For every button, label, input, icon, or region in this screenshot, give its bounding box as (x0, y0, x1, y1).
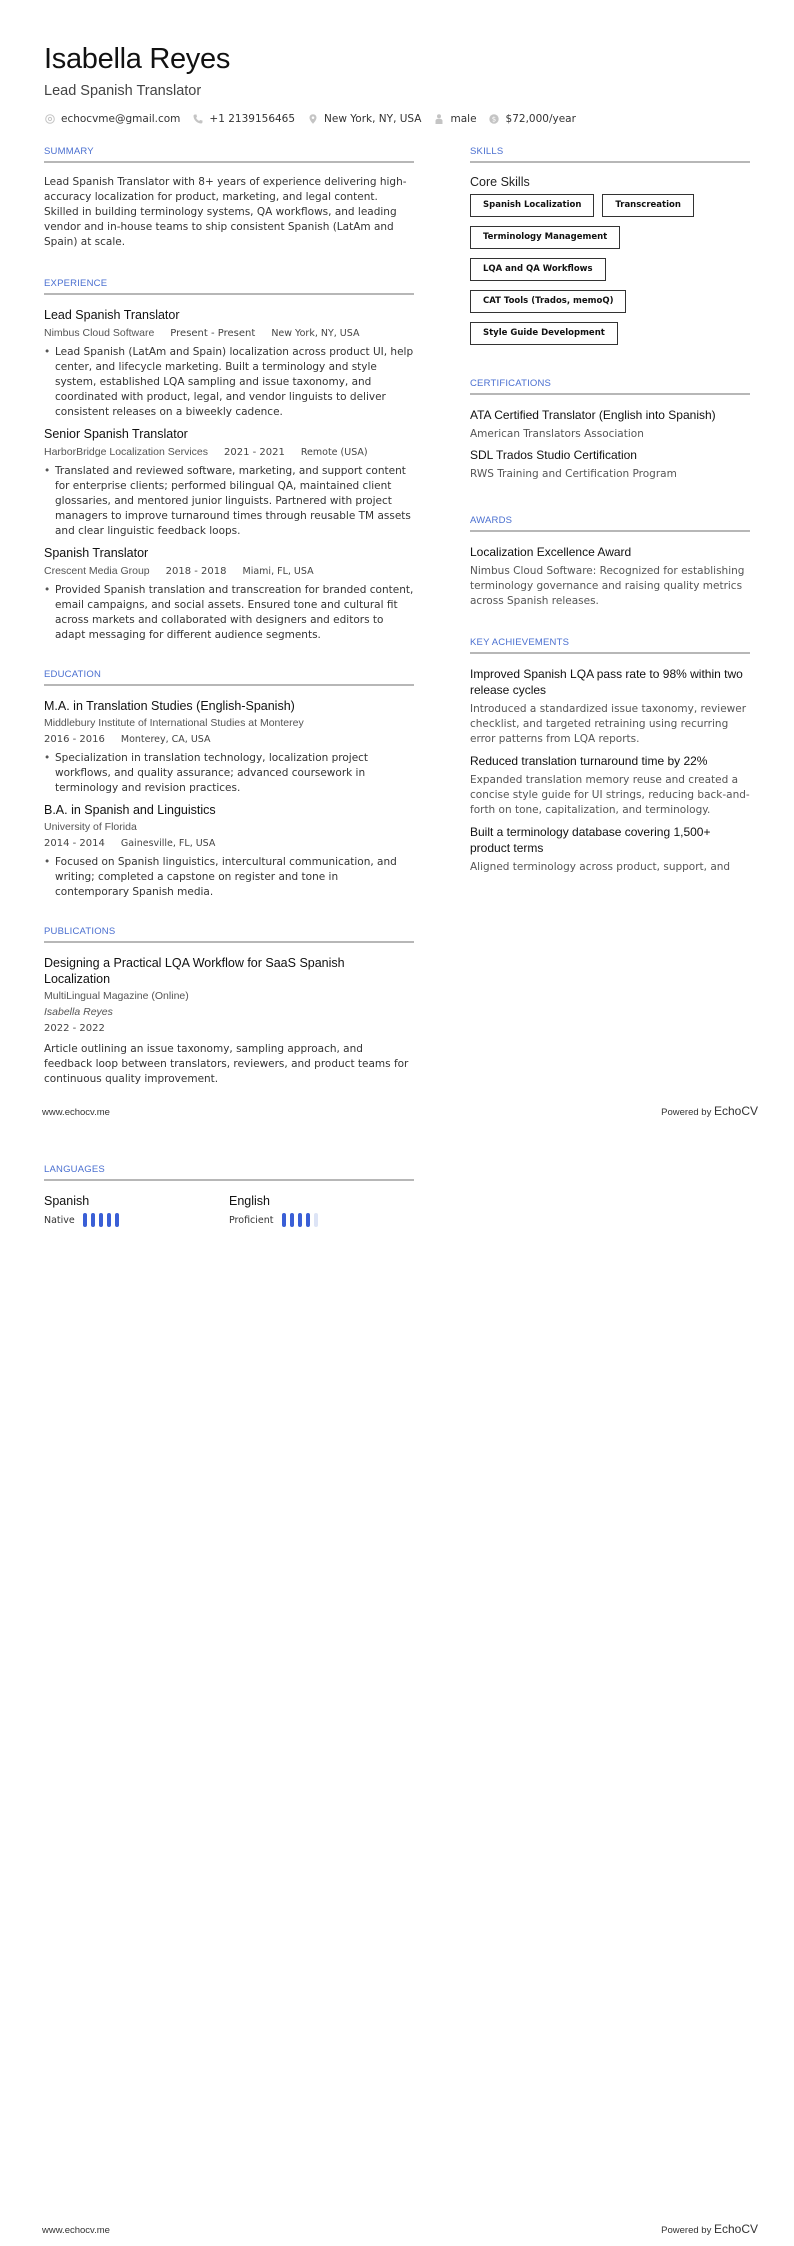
footer-powered-by: Powered by EchoCV (661, 1104, 758, 1118)
footer-website-link[interactable]: www.echocv.me (42, 2225, 110, 2236)
certifications-section (470, 378, 750, 481)
award-title: Localization Excellence Award (470, 545, 632, 559)
salary-value: $72,000/year (505, 113, 576, 125)
proficiency-bars (83, 1213, 123, 1227)
publication-dates: 2022 - 2022 (44, 1023, 105, 1034)
bar-filled (115, 1213, 119, 1227)
language-level-row (229, 1213, 414, 1227)
footer-brand: EchoCV (713, 1104, 758, 1118)
summary-section (44, 146, 414, 250)
education-location: Gainesville, FL, USA (120, 838, 216, 849)
education-bullet: • Specialization in translation technology, localization project workflows, and quality assurance; advanced coursework in terminology and revision practices. (44, 751, 414, 796)
email-value: echocvme@gmail.com (61, 113, 181, 125)
left-column (44, 146, 414, 1107)
education-location: Monterey, CA, USA (120, 734, 211, 745)
skills-heading: SKILLS (470, 146, 750, 163)
footer-brand: EchoCV (713, 2222, 758, 2236)
job-bullet: • Lead Spanish (LatAm and Spain) localization across product UI, help center, and lifecycle marketing. Built a terminology and style system, established LQA sampling and issue taxonomy, and coordinated with product, legal, and vendor linguists to deliver consistent releases on a biweekly cadence. (44, 345, 414, 420)
languages-section (44, 1164, 414, 1227)
degree-title: B.A. in Spanish and Linguistics (44, 803, 216, 817)
proficiency-bars (282, 1213, 322, 1227)
at-icon (44, 114, 55, 125)
contact-bar (44, 113, 764, 125)
education-item (44, 698, 414, 796)
education-bullets (44, 855, 414, 900)
job-bullets (44, 464, 414, 539)
school-name: Middlebury Institute of International Studies at Monterey (44, 717, 304, 729)
achievements-section (470, 637, 750, 875)
gender-value: male (450, 113, 477, 125)
certification-issuer: American Translators Association (470, 428, 644, 440)
summary-heading: SUMMARY (44, 146, 414, 163)
job-title: Spanish Translator (44, 546, 149, 560)
footer-website-link[interactable]: www.echocv.me (42, 1107, 110, 1118)
job-dates: Present - Present (170, 328, 256, 339)
achievement-title: Built a terminology database covering 1,500+ product terms (470, 825, 711, 855)
dollar-icon (489, 114, 500, 125)
experience-section (44, 278, 414, 643)
education-dates: 2016 - 2016 (44, 734, 105, 745)
job-bullet: • Provided Spanish translation and transcreation for branded content, email campaigns, and social assets. Ensured tone and cultural fit across markets and collaborated with designers and editors to adapt messaging for different audience segments. (44, 583, 414, 643)
experience-item (44, 426, 414, 539)
bar-filled (282, 1213, 286, 1227)
phone-value: +1 2139156465 (209, 113, 296, 125)
skill-chip: Spanish Localization (470, 194, 594, 217)
publication-publisher: MultiLingual Magazine (Online) (44, 990, 189, 1002)
education-meta (44, 733, 414, 747)
skill-chip: Style Guide Development (470, 322, 618, 345)
education-meta (44, 837, 414, 851)
achievement-description: Expanded translation memory reuse and created a concise style guide for UI strings, reducing back-and-forth on tone, capitalization, and terminology. (470, 774, 750, 816)
achievements-heading: KEY ACHIEVEMENTS (470, 637, 750, 654)
achievement-title: Reduced translation turnaround time by 22% (470, 754, 708, 768)
language-level: Proficient (229, 1214, 274, 1226)
language-level: Native (44, 1214, 75, 1226)
job-location: New York, NY, USA (271, 328, 360, 339)
phone-icon (192, 114, 203, 125)
achievement-description: Aligned terminology across product, support, and (470, 861, 731, 873)
right-column (470, 146, 750, 895)
publications-heading: PUBLICATIONS (44, 926, 414, 943)
education-section (44, 669, 414, 900)
bar-filled (91, 1213, 95, 1227)
job-bullets (44, 345, 414, 420)
contact-gender (433, 113, 476, 125)
skills-section (470, 146, 750, 354)
languages-heading: LANGUAGES (44, 1164, 414, 1181)
job-bullet: • Translated and reviewed software, marketing, and support content for enterprise clients; performed bilingual QA, maintained client glossaries, and mentored junior linguists. Partnered with project managers to improve turnaround times through reusable TM assets and clear linguistic feedback loops. (44, 464, 414, 539)
candidate-name: Isabella Reyes (44, 43, 231, 75)
degree-title: M.A. in Translation Studies (English-Spanish) (44, 699, 295, 713)
experience-item (44, 307, 414, 420)
publications-section (44, 926, 414, 1087)
bar-filled (306, 1213, 310, 1227)
job-bullets (44, 583, 414, 643)
education-bullets (44, 751, 414, 796)
publication-author: Isabella Reyes (44, 1006, 113, 1018)
school-name: University of Florida (44, 821, 137, 833)
location-pin-icon (307, 114, 318, 125)
education-bullet: • Focused on Spanish linguistics, intercultural communication, and writing; completed a capstone on register and tone in contemporary Spanish media. (44, 855, 414, 900)
experience-heading: EXPERIENCE (44, 278, 414, 295)
contact-salary (489, 113, 576, 125)
company-name: Crescent Media Group (44, 565, 150, 577)
skill-group-title: Core Skills (470, 175, 530, 189)
footer-powered-by: Powered by EchoCV (661, 2222, 758, 2236)
bar-filled (290, 1213, 294, 1227)
job-dates: 2021 - 2021 (224, 447, 285, 458)
skill-chip: Transcreation (602, 194, 694, 217)
language-name: English (229, 1194, 270, 1208)
contact-email[interactable] (44, 113, 180, 125)
certifications-heading: CERTIFICATIONS (470, 378, 750, 395)
skill-chip: Terminology Management (470, 226, 620, 249)
job-meta (44, 564, 414, 579)
languages-list (44, 1193, 414, 1227)
language-level-row (44, 1213, 229, 1227)
job-meta (44, 326, 414, 341)
language-name: Spanish (44, 1194, 90, 1208)
contact-location (307, 113, 421, 125)
publication-title: Designing a Practical LQA Workflow for SaaS Spanish Localization (44, 956, 345, 986)
skill-chip: LQA and QA Workflows (470, 258, 606, 281)
svg-text:$: $ (491, 115, 497, 124)
resume-header (44, 42, 764, 125)
achievement-description: Introduced a standardized issue taxonomy, reviewer checklist, and targeted retraining using recurring error patterns from LQA reports. (470, 703, 747, 745)
certification-issuer: RWS Training and Certification Program (470, 468, 677, 480)
awards-heading: AWARDS (470, 515, 750, 532)
experience-item (44, 545, 414, 643)
certification-title: ATA Certified Translator (English into Spanish) (470, 408, 716, 422)
page-footer (42, 1104, 758, 1118)
person-icon (433, 114, 444, 125)
job-meta (44, 445, 414, 460)
company-name: Nimbus Cloud Software (44, 327, 155, 339)
page-footer (42, 2222, 758, 2236)
language-item (229, 1193, 414, 1227)
summary-text: Lead Spanish Translator with 8+ years of experience delivering high-accuracy localization for product, marketing, and legal content. Skilled in building terminology systems, QA workflows, and leading vendor and in-house teams to ship consistent Spanish (LatAm and Spain) at scale. (44, 176, 407, 248)
publication-description: Article outlining an issue taxonomy, sampling approach, and feedback loop between translators, reviewers, and product teams for continuous quality improvement. (44, 1043, 409, 1085)
awards-section (470, 515, 750, 609)
skill-chip: CAT Tools (Trados, memoQ) (470, 290, 626, 313)
language-item (44, 1193, 229, 1227)
candidate-title: Lead Spanish Translator (44, 83, 202, 99)
job-dates: 2018 - 2018 (165, 566, 227, 577)
job-location: Remote (USA) (300, 447, 368, 458)
education-heading: EDUCATION (44, 669, 414, 686)
bar-filled (99, 1213, 103, 1227)
job-title: Senior Spanish Translator (44, 427, 188, 441)
company-name: HarborBridge Localization Services (44, 446, 208, 458)
education-item (44, 802, 414, 900)
award-description: Nimbus Cloud Software: Recognized for establishing terminology governance and raising quality metrics across Spanish releases. (470, 565, 745, 607)
bar-filled (107, 1213, 111, 1227)
job-location: Miami, FL, USA (242, 566, 314, 577)
achievement-title: Improved Spanish LQA pass rate to 98% within two release cycles (470, 667, 743, 697)
contact-phone[interactable] (192, 113, 295, 125)
bar-empty (314, 1213, 318, 1227)
certification-title: SDL Trados Studio Certification (470, 448, 637, 462)
bar-filled (298, 1213, 302, 1227)
education-dates: 2014 - 2014 (44, 838, 105, 849)
bar-filled (83, 1213, 87, 1227)
location-value: New York, NY, USA (324, 113, 422, 125)
job-title: Lead Spanish Translator (44, 308, 180, 322)
skill-chips (470, 194, 750, 354)
publication-item (44, 955, 414, 1087)
